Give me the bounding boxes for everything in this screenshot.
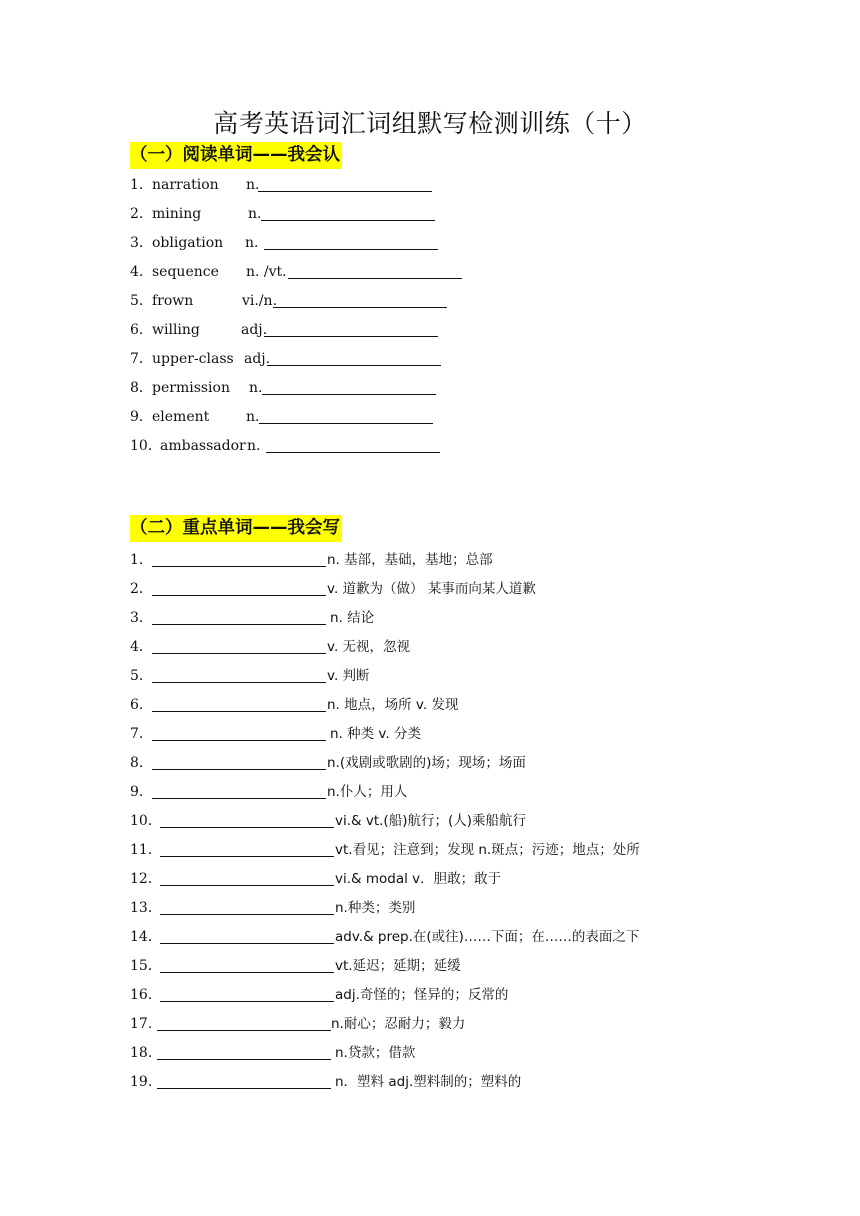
answer-blank[interactable]: [152, 740, 326, 741]
section-heading-writing: （二）重点单词——我会写: [130, 515, 342, 542]
item-definition: adj.奇怪的；怪异的；反常的: [335, 987, 509, 1003]
item-number: 7．: [130, 351, 153, 367]
answer-blank[interactable]: [152, 595, 326, 596]
item-definition: n．塑料 adj.塑料制的；塑料的: [335, 1074, 522, 1090]
item-definition: v. 无视，忽视: [327, 639, 411, 655]
item-number: 10．: [130, 813, 162, 829]
item-word: permission: [152, 380, 230, 396]
answer-blank[interactable]: [264, 249, 438, 250]
item-number: 14．: [130, 929, 162, 945]
item-number: 10．: [130, 438, 162, 454]
item-definition: n. 地点，场所 v. 发现: [327, 697, 459, 713]
item-pos: n.: [246, 409, 260, 425]
answer-blank[interactable]: [152, 653, 326, 654]
item-definition: vi.& modal v．胆敢；敢于: [335, 871, 502, 887]
item-number: 1．: [130, 177, 153, 193]
item-definition: adv.& prep.在(或往)……下面；在……的表面之下: [335, 929, 640, 945]
item-word: willing: [152, 322, 200, 338]
item-number: 17.: [130, 1016, 153, 1032]
item-number: 6．: [130, 697, 153, 713]
item-number: 3．: [130, 235, 153, 251]
item-pos: adj.: [244, 351, 271, 367]
item-number: 18.: [130, 1045, 153, 1061]
item-number: 4．: [130, 639, 153, 655]
item-pos: n. /vt.: [246, 264, 287, 280]
item-definition: n.仆人；用人: [327, 784, 408, 800]
item-definition: n.(戏剧或歌剧的)场；现场；场面: [327, 755, 526, 771]
answer-blank[interactable]: [152, 682, 326, 683]
item-number: 7．: [130, 726, 153, 742]
answer-blank[interactable]: [160, 943, 334, 944]
item-number: 9．: [130, 409, 153, 425]
answer-blank[interactable]: [152, 769, 326, 770]
answer-blank[interactable]: [261, 220, 435, 221]
item-definition: vt.看见；注意到；发现 n.斑点；污迹；地点；处所: [335, 842, 640, 858]
answer-blank[interactable]: [264, 336, 438, 337]
answer-blank[interactable]: [160, 856, 334, 857]
item-pos: n.: [247, 438, 261, 454]
answer-blank[interactable]: [157, 1030, 331, 1031]
answer-blank[interactable]: [152, 798, 326, 799]
answer-blank[interactable]: [152, 711, 326, 712]
item-number: 3．: [130, 610, 153, 626]
item-word: upper-class: [152, 351, 234, 367]
item-pos: adj.: [241, 322, 268, 338]
item-definition: n.贷款；借款: [335, 1045, 416, 1061]
item-word: frown: [152, 293, 194, 309]
answer-blank[interactable]: [273, 307, 447, 308]
item-pos: n.: [246, 177, 260, 193]
item-word: ambassador: [160, 438, 246, 454]
item-definition: n. 种类 v. 分类: [330, 726, 421, 742]
item-definition: vi.& vt.(船)航行；(人)乘船航行: [335, 813, 526, 829]
answer-blank[interactable]: [262, 394, 436, 395]
item-word: narration: [152, 177, 219, 193]
item-number: 5．: [130, 668, 153, 684]
item-number: 8．: [130, 380, 153, 396]
item-pos: n.: [245, 235, 259, 251]
item-number: 2．: [130, 581, 153, 597]
item-number: 19.: [130, 1074, 153, 1090]
item-number: 13．: [130, 900, 162, 916]
item-definition: n.耐心；忍耐力；毅力: [331, 1016, 466, 1032]
answer-blank[interactable]: [160, 914, 334, 915]
item-number: 15．: [130, 958, 162, 974]
item-word: obligation: [152, 235, 224, 251]
item-number: 1．: [130, 552, 153, 568]
item-number: 12．: [130, 871, 162, 887]
item-number: 11．: [130, 842, 162, 858]
item-word: mining: [152, 206, 202, 222]
answer-blank[interactable]: [160, 885, 334, 886]
answer-blank[interactable]: [152, 566, 326, 567]
answer-blank[interactable]: [259, 423, 433, 424]
item-definition: n.种类；类别: [335, 900, 416, 916]
item-pos: n.: [248, 206, 262, 222]
section-heading-reading: （一）阅读单词——我会认: [130, 142, 342, 169]
item-definition: v. 判断: [327, 668, 370, 684]
item-number: 2．: [130, 206, 153, 222]
item-definition: v. 道歉为（做） 某事而向某人道歉: [327, 581, 536, 597]
answer-blank[interactable]: [258, 191, 432, 192]
item-definition: n. 结论: [330, 610, 375, 626]
answer-blank[interactable]: [267, 365, 441, 366]
answer-blank[interactable]: [160, 972, 334, 973]
item-number: 16．: [130, 987, 162, 1003]
answer-blank[interactable]: [157, 1059, 331, 1060]
item-number: 9．: [130, 784, 153, 800]
item-pos: vi./n.: [242, 293, 278, 309]
item-pos: n.: [249, 380, 263, 396]
item-definition: vt.延迟；延期；延缓: [335, 958, 461, 974]
item-number: 4．: [130, 264, 153, 280]
answer-blank[interactable]: [160, 827, 334, 828]
item-word: sequence: [152, 264, 219, 280]
item-number: 8．: [130, 755, 153, 771]
answer-blank[interactable]: [288, 278, 462, 279]
answer-blank[interactable]: [266, 452, 440, 453]
answer-blank[interactable]: [160, 1001, 334, 1002]
page-title: 高考英语词汇词组默写检测训练（十）: [213, 109, 647, 138]
answer-blank[interactable]: [157, 1088, 331, 1089]
item-number: 6．: [130, 322, 153, 338]
answer-blank[interactable]: [152, 624, 326, 625]
item-number: 5．: [130, 293, 153, 309]
item-word: element: [152, 409, 210, 425]
item-definition: n. 基部，基础，基地；总部: [327, 552, 493, 568]
